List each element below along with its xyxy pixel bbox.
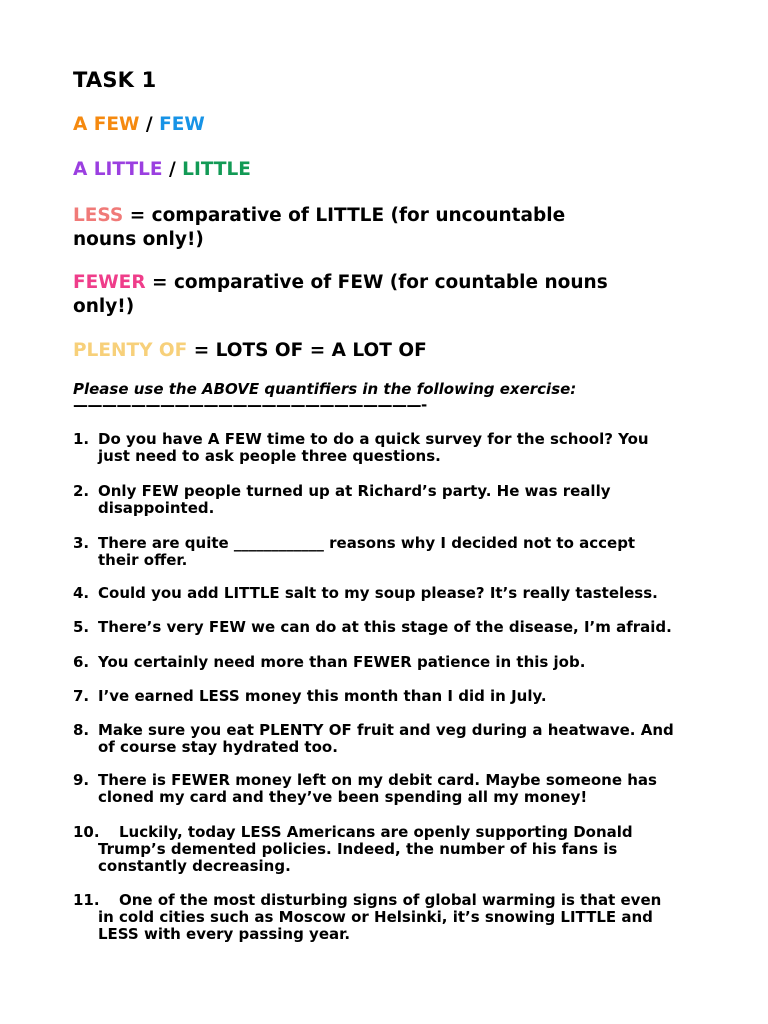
separator: / [162, 159, 183, 180]
item-number: 2. [73, 482, 90, 500]
exercise-instruction: Please use the ABOVE quantifiers in the following exercise: [73, 380, 577, 398]
fewer-definition-continued: only!) [73, 296, 135, 317]
quantifier-line-little [73, 159, 251, 180]
less-definition [73, 205, 565, 226]
term-fewer: FEWER [73, 272, 146, 293]
item-number: 8. [73, 721, 90, 739]
term-little: LITTLE [182, 159, 251, 180]
exercise-item [73, 483, 713, 517]
plenty-of-definition-text: = LOTS OF = A LOT OF [187, 340, 427, 361]
item-text-line: One of the most disturbing signs of global warming is that even [119, 891, 662, 909]
fewer-definition-text: = comparative of FEW (for countable nouns [145, 272, 608, 293]
exercise-item [73, 722, 713, 756]
item-text: Only FEW people turned up at Richard’s party. He was really disappointed. [98, 482, 611, 517]
exercise-item [73, 535, 713, 569]
task-title: TASK 1 [73, 68, 157, 92]
term-plenty-of: PLENTY OF [73, 340, 188, 361]
exercise-item [73, 892, 713, 943]
item-text: Do you have A FEW time to do a quick survey for the school? You just need to ask people three questions. [98, 430, 649, 465]
exercise-item [73, 772, 713, 806]
item-text: There are quite ____________ reasons why I decided not to accept their offer. [98, 534, 636, 569]
exercise-item [73, 824, 713, 875]
quantifier-line-few [73, 114, 205, 135]
item-number: 7. [73, 687, 90, 705]
term-a-little: A LITTLE [73, 159, 163, 180]
item-text-line: Trump’s demented policies. Indeed, the number of his fans is [98, 840, 618, 858]
item-number: 1. [73, 430, 90, 448]
item-number: 9. [73, 771, 90, 789]
item-text: There’s very FEW we can do at this stage of the disease, I’m afraid. [98, 618, 672, 636]
less-definition-text: = comparative of LITTLE (for uncountable [123, 205, 566, 226]
exercise-item [73, 688, 713, 705]
item-number: 5. [73, 618, 90, 636]
item-text [98, 824, 713, 875]
divider-line: ————————————————————————- [73, 396, 427, 414]
item-text: Make sure you eat PLENTY OF fruit and veg during a heatwave. And of course stay hydrated too. [98, 721, 674, 756]
item-text: I’ve earned LESS money this month than I did in July. [98, 687, 547, 705]
item-text-line: in cold cities such as Moscow or Helsinki, it’s snowing LITTLE and [98, 908, 653, 926]
less-definition-continued: nouns only!) [73, 229, 204, 250]
separator: / [139, 114, 160, 135]
exercise-item [73, 585, 713, 602]
item-number: 10. [73, 823, 100, 841]
item-text-line: Luckily, today LESS Americans are openly supporting Donald [119, 823, 633, 841]
item-number: 4. [73, 584, 90, 602]
item-number: 3. [73, 534, 90, 552]
fewer-definition [73, 272, 608, 293]
item-number: 11. [73, 891, 100, 909]
plenty-of-definition [73, 340, 427, 361]
term-few: FEW [159, 114, 205, 135]
item-text: There is FEWER money left on my debit card. Maybe someone has cloned my card and they’ve been spending all my money! [98, 771, 657, 806]
exercise-item [73, 431, 713, 465]
item-text: Could you add LITTLE salt to my soup please? It’s really tasteless. [98, 584, 658, 602]
exercise-item [73, 654, 713, 671]
item-text-line: constantly decreasing. [98, 857, 291, 875]
term-less: LESS [73, 205, 124, 226]
term-a-few: A FEW [73, 114, 140, 135]
item-text [98, 892, 713, 943]
item-text-line: LESS with every passing year. [98, 925, 351, 943]
exercise-item [73, 619, 713, 636]
item-text: You certainly need more than FEWER patience in this job. [98, 653, 586, 671]
item-number: 6. [73, 653, 90, 671]
